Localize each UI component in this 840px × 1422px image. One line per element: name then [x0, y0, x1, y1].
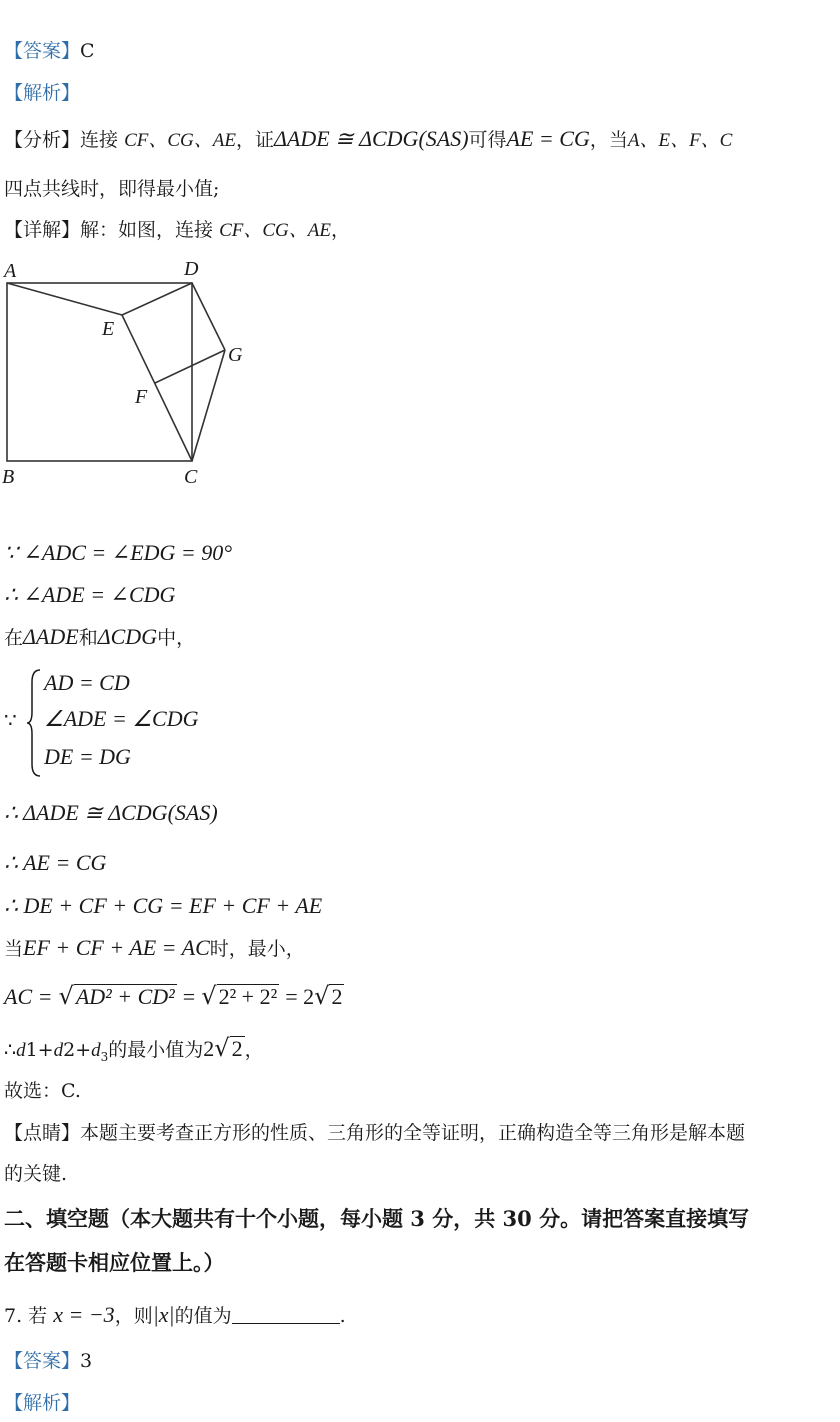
- radicand-1: AD² + CD²: [75, 984, 175, 1009]
- fenxi-congruence: ΔADE ≅ ΔCDG(SAS): [273, 126, 469, 151]
- detail-label: 【详解】: [4, 219, 81, 241]
- detail-text-2: ，: [330, 219, 350, 241]
- analysis-summary-line2: 四点共线时，即得最小值;: [4, 178, 220, 200]
- radical-sign-3: √: [314, 982, 330, 1010]
- answer-label-2: 【答案】: [4, 1350, 81, 1372]
- step-7: 当EF + CF + AE = AC时，最小，: [4, 935, 305, 960]
- answer-line: [4, 40, 95, 63]
- step-2: ∴ ∠ADE = ∠CDG: [4, 582, 176, 607]
- step-4: ∴ ΔADE ≅ ΔCDG(SAS): [4, 800, 218, 825]
- segment-ed: [122, 283, 192, 315]
- system-row-1: AD = CD: [44, 670, 130, 695]
- analysis-label: 【解析】: [4, 82, 81, 104]
- detail-lines: CF、CG、AE: [219, 220, 331, 241]
- step-9: $\therefore d1+d2+d_3$的最小值为2√2 ，: [4, 1034, 264, 1064]
- fenxi-label: 【分析】: [4, 129, 81, 151]
- answer-label: 【答案】: [4, 40, 81, 62]
- segment-ae: [7, 283, 122, 315]
- choice-line: 故选：C.: [4, 1080, 81, 1102]
- remark-line-1: [4, 1122, 745, 1145]
- label-f: F: [135, 386, 148, 408]
- because-symbol: ∵: [4, 708, 17, 732]
- fenxi-text-3: 可得: [468, 129, 507, 151]
- section-heading-line-2: 在答题卡相应位置上。）: [4, 1250, 225, 1275]
- step-3: 在ΔADE和ΔCDG中，: [4, 624, 196, 649]
- segment-dg: [192, 283, 225, 350]
- remark-label: 【点睛】: [4, 1122, 81, 1144]
- label-a: A: [4, 260, 17, 282]
- remark-text-1: 本题主要考查正方形的性质、三角形的全等证明，正确构造全等三角形是解本题: [80, 1122, 746, 1144]
- analysis-summary: [4, 126, 732, 153]
- geometry-figure: [0, 255, 260, 495]
- label-c: C: [184, 466, 198, 488]
- segment-fg: [155, 350, 225, 383]
- section-heading-line-1: 二、填空题（本大题共有十个小题，每小题 3 分，共 30 分。请把答案直接填写: [4, 1206, 750, 1231]
- detail-text-1: 解：如图，连接: [80, 219, 220, 241]
- segment-gc: [192, 350, 225, 461]
- left-brace: [26, 668, 42, 778]
- system-row-2: ∠ADE = ∠CDG: [44, 706, 199, 731]
- label-g: G: [228, 344, 243, 366]
- answer-value: C: [80, 40, 95, 62]
- fenxi-text-4: ，当: [589, 129, 628, 151]
- step-5: ∴ AE = CG: [4, 850, 107, 875]
- fenxi-points: A、E、F、C: [627, 130, 733, 151]
- answer-blank[interactable]: [232, 1305, 340, 1324]
- radical-sign-1: √: [58, 982, 74, 1010]
- step-1: ∵ ∠ADC = ∠EDG = 90°: [4, 540, 233, 565]
- step-8-ac: AC = √AD² + CD² = √2² + 2² = 2√2: [4, 982, 343, 1010]
- analysis-label-2: 【解析】: [4, 1392, 81, 1414]
- answer-value-2: 3: [80, 1350, 93, 1372]
- square-abcd: [7, 283, 192, 461]
- fenxi-text-2: ，证: [235, 129, 274, 151]
- radical-sign-4: √: [214, 1034, 230, 1062]
- step-6: ∴ DE + CF + CG = EF + CF + AE: [4, 893, 323, 918]
- system-row-3: DE = DG: [44, 744, 131, 769]
- radicand-2: 2² + 2²: [218, 984, 278, 1009]
- radicand-3: 2: [331, 984, 343, 1009]
- fenxi-text-1: 连接: [80, 129, 125, 151]
- fenxi-lines: CF、CG、AE: [124, 130, 236, 151]
- answer-line-2: [4, 1350, 92, 1373]
- remark-line-2: 的关键.: [4, 1163, 68, 1185]
- label-e: E: [102, 318, 115, 340]
- radical-sign-2: √: [201, 982, 217, 1010]
- segment-ec: [122, 315, 192, 461]
- label-d: D: [184, 258, 199, 280]
- fenxi-ae-cg: AE = CG: [506, 126, 590, 151]
- detail-intro: [4, 219, 350, 243]
- equation-system: [4, 668, 264, 778]
- question-7: 7. 若 x = −3，则|x|的值为 .: [4, 1302, 346, 1327]
- label-b: B: [2, 466, 15, 488]
